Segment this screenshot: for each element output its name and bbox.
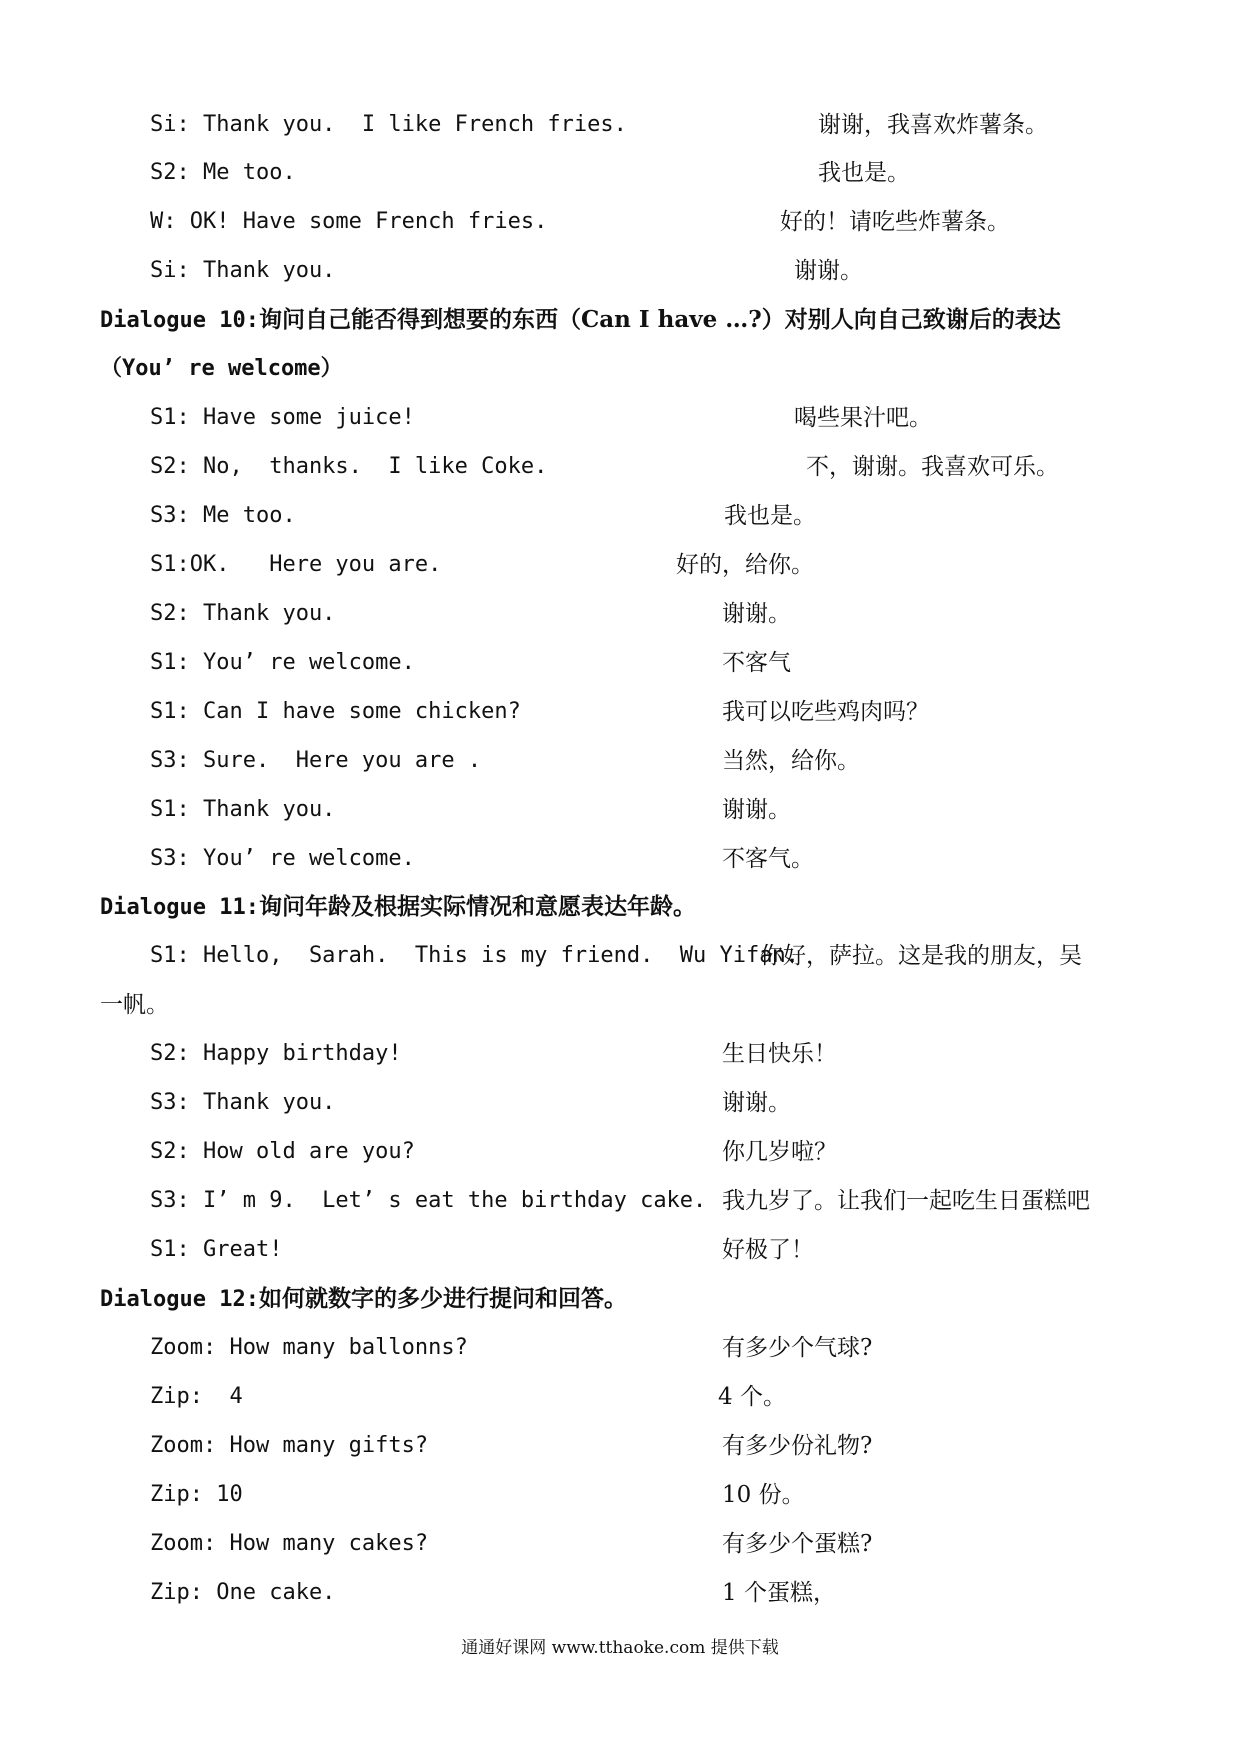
dialogue10-heading-text: 询问自己能否得到想要的东西（Can I have …?）对别人向自己致谢后的表达: [258, 306, 1061, 333]
dialogue10-heading: [100, 305, 1061, 336]
d11-intro-zh-cont: 一帆。: [100, 992, 169, 1018]
d10-line-10-en: S3: You’ re welcome.: [150, 846, 415, 871]
d10-line-4-zh: 好的，给你。: [676, 552, 814, 578]
d10-line-10-zh: 不客气。: [722, 846, 814, 872]
d10-line-3-zh: 我也是。: [724, 503, 816, 529]
d11-line-3-en: S2: How old are you?: [150, 1139, 415, 1164]
d10-line-4-en: S1:OK. Here you are.: [150, 552, 442, 577]
dialogue10-heading-text-2: （You’ re welcome）: [100, 356, 343, 381]
d12-line-2-zh: 4 个。: [718, 1384, 786, 1410]
d9-line-2-zh: 我也是。: [818, 160, 910, 186]
d9-line-2-en: S2: Me too.: [150, 160, 296, 185]
d11-line-2-zh: 谢谢。: [722, 1090, 791, 1116]
d10-line-5-zh: 谢谢。: [722, 601, 791, 627]
dialogue12-heading-text: 如何就数字的多少进行提问和回答。: [258, 1285, 627, 1312]
d10-line-7-en: S1: Can I have some chicken?: [150, 699, 521, 724]
d10-line-9-zh: 谢谢。: [722, 797, 791, 823]
d11-intro-en: S1: Hello, Sarah. This is my friend. Wu Yifan.: [150, 943, 800, 968]
d10-line-6-zh: 不客气: [722, 650, 791, 676]
d11-line-4-zh: 我九岁了。让我们一起吃生日蛋糕吧: [722, 1188, 1090, 1214]
footer-suffix: 提供下载: [710, 1638, 779, 1658]
d12-line-1-en: Zoom: How many ballonns?: [150, 1335, 468, 1360]
d10-line-2-en: S2: No, thanks. I like Coke.: [150, 454, 548, 479]
dialogue11-heading-label: Dialogue 11:: [100, 895, 259, 920]
dialogue11-heading: [100, 892, 696, 923]
footer-url[interactable]: www.tthaoke.com: [551, 1638, 706, 1658]
dialogue10-heading-cont: [100, 354, 343, 384]
d9-line-3-zh: 好的！请吃些炸薯条。: [780, 209, 1010, 235]
d10-line-1-zh: 喝些果汁吧。: [794, 405, 932, 431]
d9-line-1-en: Si: Thank you. I like French fries.: [150, 112, 627, 137]
d9-line-4-zh: 谢谢。: [794, 258, 863, 284]
d12-line-1-zh: 有多少个气球?: [722, 1335, 873, 1361]
d10-line-9-en: S1: Thank you.: [150, 797, 336, 822]
d12-line-4-en: Zip: 10: [150, 1482, 243, 1507]
d10-line-6-en: S1: You’ re welcome.: [150, 650, 415, 675]
d10-line-2-zh: 不，谢谢。我喜欢可乐。: [806, 454, 1059, 480]
footer-site-name: 通通好课网: [461, 1638, 547, 1658]
d9-line-4-en: Si: Thank you.: [150, 258, 336, 283]
d12-line-6-zh: 1 个蛋糕，: [722, 1580, 836, 1606]
d9-line-1-zh: 谢谢，我喜欢炸薯条。: [818, 112, 1048, 138]
d11-line-2-en: S3: Thank you.: [150, 1090, 336, 1115]
page-footer: [0, 1636, 1240, 1660]
d12-line-5-zh: 有多少个蛋糕?: [722, 1531, 873, 1557]
dialogue10-heading-label: Dialogue 10:: [100, 308, 259, 333]
d12-line-3-zh: 有多少份礼物?: [722, 1433, 873, 1459]
d12-line-4-zh: 10 份。: [722, 1482, 805, 1508]
dialogue12-heading-label: Dialogue 12:: [100, 1287, 259, 1312]
d10-line-3-en: S3: Me too.: [150, 503, 296, 528]
d12-line-2-en: Zip: 4: [150, 1384, 243, 1409]
d12-line-3-en: Zoom: How many gifts?: [150, 1433, 429, 1458]
dialogue11-heading-text: 询问年龄及根据实际情况和意愿表达年龄。: [258, 893, 696, 920]
d10-line-7-zh: 我可以吃些鸡肉吗？: [722, 699, 929, 725]
d11-line-1-en: S2: Happy birthday!: [150, 1041, 402, 1066]
d10-line-5-en: S2: Thank you.: [150, 601, 336, 626]
d12-line-5-en: Zoom: How many cakes?: [150, 1531, 429, 1556]
d11-line-5-zh: 好极了！: [722, 1237, 814, 1263]
d10-line-8-zh: 当然，给你。: [722, 748, 860, 774]
d11-line-5-en: S1: Great!: [150, 1237, 283, 1262]
d12-line-6-en: Zip: One cake.: [150, 1580, 336, 1605]
d11-intro-zh: 你好，萨拉。这是我的朋友，吴: [760, 943, 1082, 969]
d11-line-1-zh: 生日快乐！: [722, 1041, 837, 1067]
dialogue12-heading: [100, 1284, 627, 1315]
d10-line-1-en: S1: Have some juice!: [150, 405, 415, 430]
d11-line-3-zh: 你几岁啦？: [722, 1139, 837, 1165]
d9-line-3-en: W: OK! Have some French fries.: [150, 209, 548, 234]
d10-line-8-en: S3: Sure. Here you are .: [150, 748, 482, 773]
d11-line-4-en: S3: I’ m 9. Let’ s eat the birthday cake.: [150, 1188, 707, 1213]
